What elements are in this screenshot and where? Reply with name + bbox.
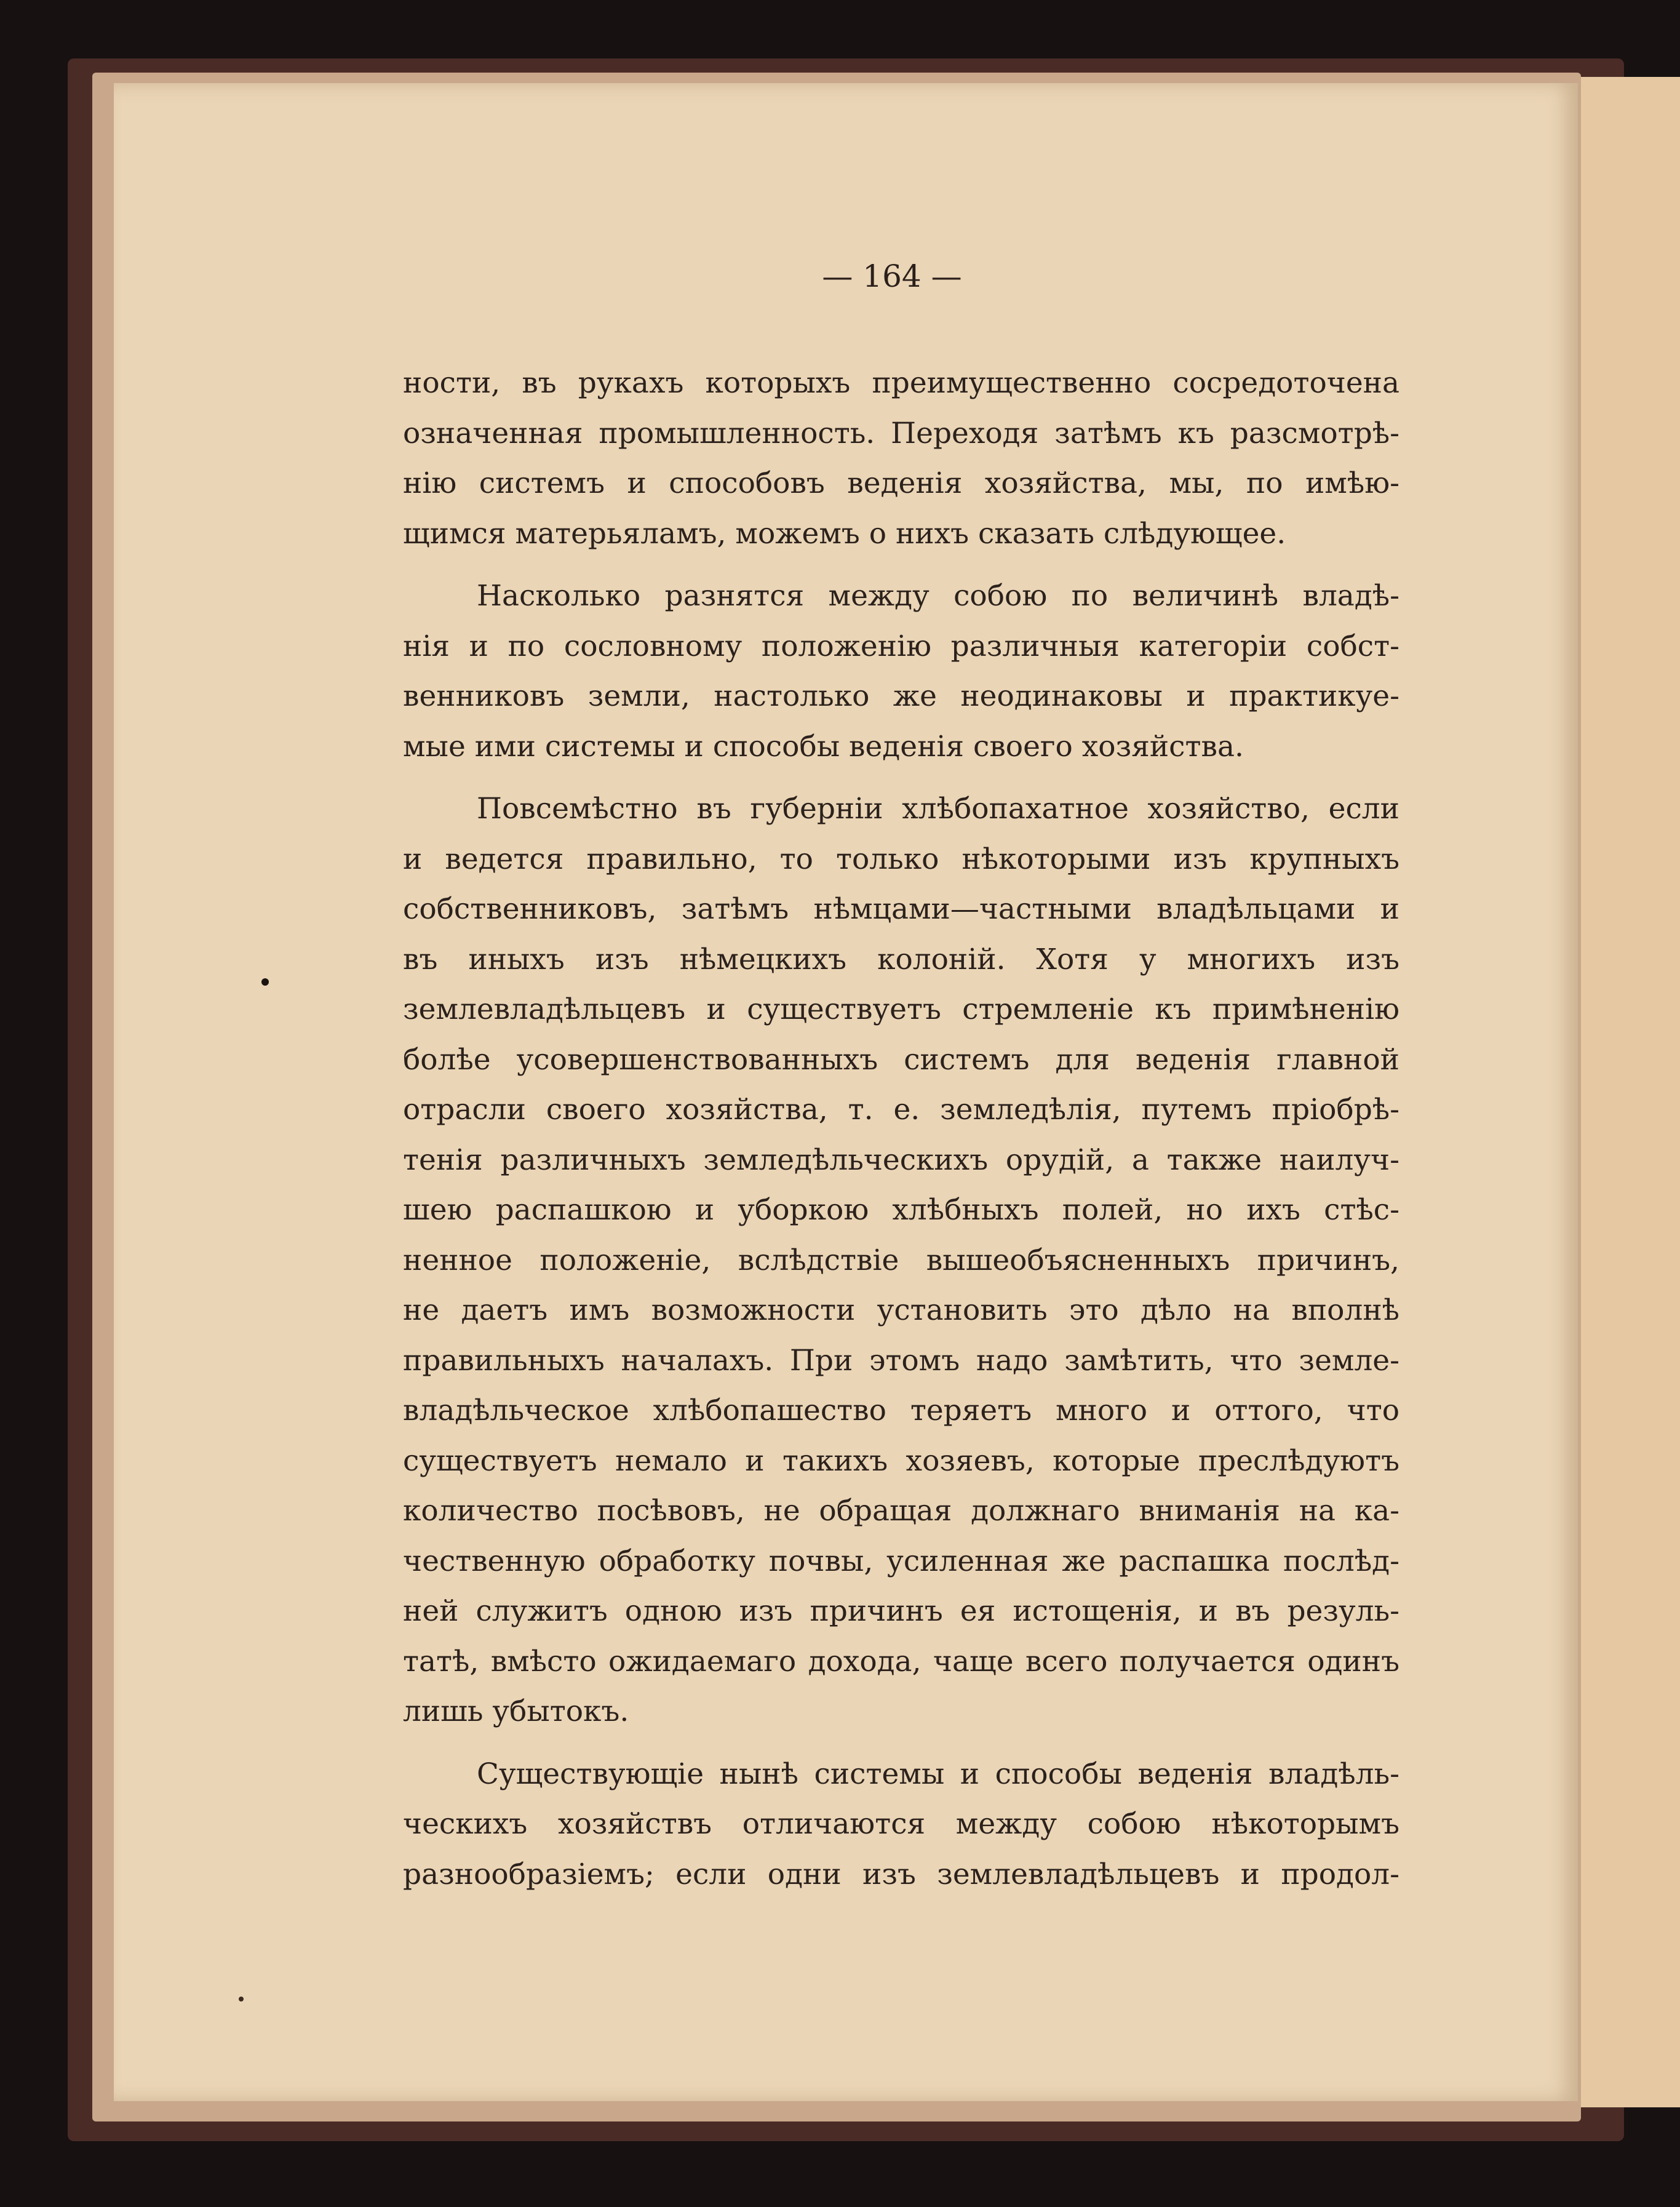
text-line: въ иныхъ изъ нѣмецкихъ колоній. Хотя у многихъ изъ (403, 942, 1399, 976)
paragraph-gap (403, 559, 1399, 571)
text-line: венниковъ земли, настолько же неодинаковы и практикуе- (403, 679, 1399, 713)
paragraph-2 (403, 571, 1399, 772)
text-line: ности, въ рукахъ которыхъ преимущественно сосредоточена (403, 366, 1399, 400)
text-line: правильныхъ началахъ. При этомъ надо замѣтить, что земле- (403, 1343, 1399, 1378)
text-line: и ведется правильно, то только нѣкоторыми изъ крупныхъ (403, 842, 1399, 876)
text-line: тенія различныхъ земледѣльческихъ орудій, а также наилуч- (403, 1143, 1399, 1177)
text-line: владѣльческое хлѣбопашество теряетъ много и оттого, что (403, 1394, 1399, 1427)
margin-mark (239, 1997, 244, 2001)
page-text (403, 358, 1399, 1899)
text-line: ненное положеніе, вслѣдствіе вышеобъясненныхъ причинъ, (403, 1243, 1399, 1277)
text-line: количество посѣвовъ, не обращая должнаго вниманія на ка- (403, 1494, 1399, 1528)
text-line: нія и по сословному положенію различныя категоріи собст- (403, 629, 1399, 663)
text-line: болѣе усовершенствованныхъ системъ для веденія главной (403, 1042, 1399, 1077)
text-line: нію системъ и способовъ веденія хозяйства, мы, по имѣю- (403, 466, 1399, 500)
text-line: татѣ, вмѣсто ожидаемаго дохода, чаще всего получается одинъ (403, 1644, 1399, 1678)
paragraph-gap (403, 1737, 1399, 1749)
text-line: Насколько разнятся между собою по величинѣ владѣ- (477, 579, 1399, 613)
paragraph-4 (403, 1749, 1399, 1900)
text-line: существуетъ немало и такихъ хозяевъ, которые преслѣдуютъ (403, 1443, 1399, 1478)
text-line: Повсемѣстно въ губерніи хлѣбопахатное хозяйство, если (477, 792, 1399, 826)
paragraph-1 (403, 358, 1399, 559)
text-line: разнообразіемъ; если одни изъ землевладѣльцевъ и продол- (403, 1857, 1399, 1891)
text-line: отрасли своего хозяйства, т. е. земледѣлія, путемъ пріобрѣ- (403, 1093, 1399, 1127)
text-line: не даетъ имъ возможности установить это дѣло на вполнѣ (403, 1293, 1399, 1327)
text-line: собственниковъ, затѣмъ нѣмцами—частными владѣльцами и (403, 892, 1399, 926)
text-line: щимся матерьяламъ, можемъ о нихъ сказать слѣдующее. (403, 516, 1286, 551)
text-line: ческихъ хозяйствъ отличаются между собою нѣкоторымъ (403, 1807, 1399, 1841)
text-line: землевладѣльцевъ и существуетъ стремленіе къ примѣненію (403, 992, 1399, 1026)
paragraph-3 (403, 784, 1399, 1737)
text-line: чественную обработку почвы, усиленная же распашка послѣд- (403, 1544, 1399, 1578)
text-line: мые ими системы и способы веденія своего хозяйства. (403, 729, 1244, 764)
text-line: ней служитъ одною изъ причинъ ея истощенія, и въ резуль- (403, 1594, 1399, 1628)
text-line: шею распашкою и уборкою хлѣбныхъ полей, но ихъ стѣс- (403, 1193, 1399, 1227)
text-line: означенная промышленность. Переходя затѣмъ къ разсмотрѣ- (403, 416, 1399, 450)
text-line: Существующіе нынѣ системы и способы веденія владѣль- (477, 1757, 1399, 1791)
page-number: — 164 — (822, 258, 962, 294)
text-line: лишь убытокъ. (403, 1694, 629, 1728)
paragraph-gap (403, 772, 1399, 784)
margin-mark (261, 978, 269, 986)
